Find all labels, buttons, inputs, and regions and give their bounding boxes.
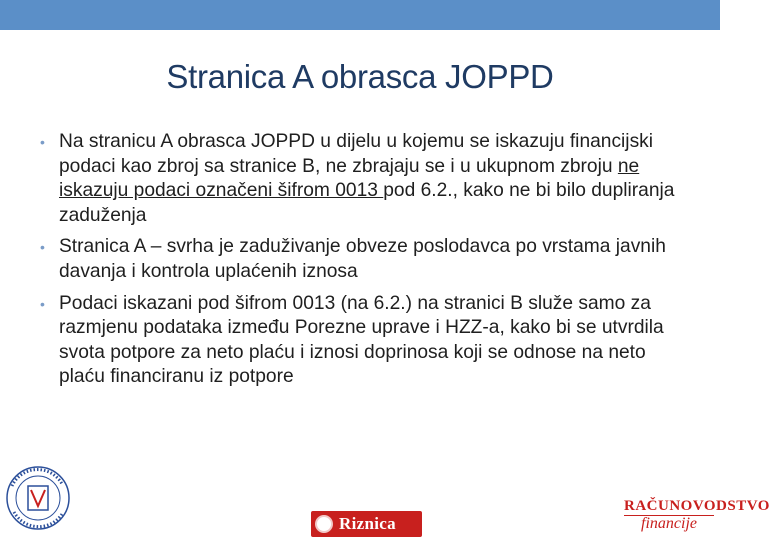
- bullet-text: pod 6.2., kako ne bi bilo dupliranja zaduženja: [59, 180, 675, 226]
- bullet-text: Podaci iskazani pod šifrom 0013 (na 6.2.) na stranici B služe samo za razmjenu podataka između Porezne uprave i HZZ-a, kako bi se utvrdila svota potpore za neto plaću i iznosi doprinosa koji se odnose na neto plaću financiranu iz potpore: [59, 292, 664, 388]
- bullet-item-1: [40, 130, 690, 228]
- bullet-text-underlined: ne iskazuju podaci označeni šifrom 0013: [59, 155, 640, 202]
- bullet-icon: •: [40, 239, 45, 256]
- bullet-item-3: [40, 292, 690, 390]
- association-seal-logo: [4, 462, 72, 534]
- financije-logo-text: financije: [624, 515, 714, 532]
- bullet-text: Na stranicu A obrasca JOPPD u dijelu u kojemu se iskazuju financijski podaci kao zbroj sa stranice B, ne zbrajaju se i u ukupnom zbroju: [59, 131, 654, 177]
- bullet-item-2: [40, 235, 690, 284]
- bullet-text: Stranica A – svrha je zaduživanje obveze poslodavca po vrstama javnih davanja i kontrola uplaćenih iznosa: [59, 236, 666, 282]
- riznica-logo: [311, 511, 422, 537]
- bullet-icon: •: [40, 295, 45, 312]
- racunovodstvo-logo-text: RAČUNOVODSTVO: [624, 498, 770, 514]
- riznica-emblem-icon: [315, 515, 333, 533]
- riznica-logo-text: Riznica: [339, 514, 396, 533]
- bullet-icon: •: [40, 134, 45, 150]
- racunovodstvo-financije-logo: [624, 497, 770, 537]
- slide-body: [40, 130, 690, 397]
- top-accent-bar: [0, 0, 720, 30]
- slide-title: Stranica A obrasca JOPPD: [166, 58, 554, 95]
